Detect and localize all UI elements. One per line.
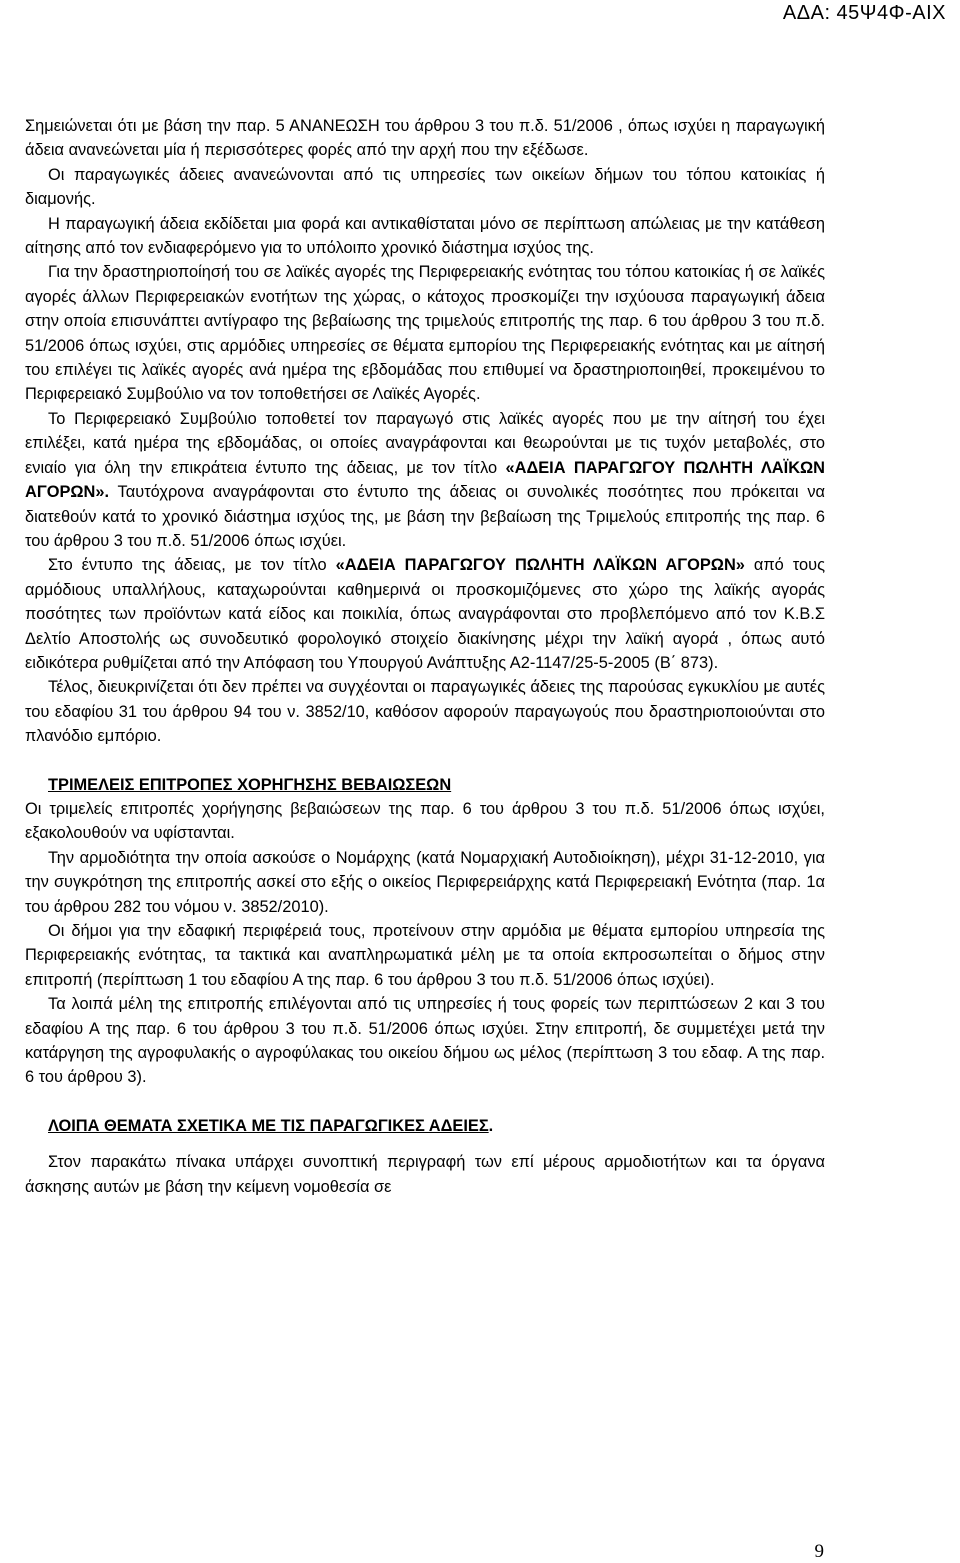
spacer-2 (25, 1090, 825, 1114)
paragraph-committees-municipalities: Οι δήμοι για την εδαφική περιφέρειά τους, προτείνουν στην αρμόδια με θέματα εμπορίου υπηρεσία της Περιφερειακής ενότητας, τα τακτικά και αναπληρωματικά μέλη με τα οποία εκπροσωπείται ο δήμος στην επιτροπή (περίπτωση 1 του εδαφίου Α της παρ. 6 του άρθρου 3 του π.δ. 51/2006 όπως ισχύει). (25, 922, 825, 989)
paragraph-regional-council-text-b: Ταυτόχρονα αναγράφονται στο έντυπο της άδειας οι συνολικές ποσότητες που πρόκειται να διατεθούν κατά το χρονικό διάστημα ισχύος της, με βάση την βεβαίωση της Τριμελούς επιτροπής της παρ. 6 του άρθρου 3 του π.δ. 51/2006 όπως ισχύει. (25, 483, 825, 550)
section-heading-other-text: ΛΟΙΠΑ ΘΕΜΑΤΑ ΣΧΕΤΙΚΑ ΜΕ ΤΙΣ ΠΑΡΑΓΩΓΙΚΕΣ ΑΔΕΙΕΣ (48, 1116, 489, 1135)
paragraph-committees-exist: Οι τριμελείς επιτροπές χορήγησης βεβαιώσεων της παρ. 6 του άρθρου 3 του π.δ. 51/2006 όπως ισχύει, εξακολουθούν να υφίστανται. (25, 799, 825, 843)
paragraph-table-intro: Στον παρακάτω πίνακα υπάρχει συνοπτική περιγραφή των επί μέρους αρμοδιοτήτων και τα όργανα άσκησης αυτών με βάση την κείμενη νομοθεσία σε (25, 1153, 825, 1196)
spacer-3 (25, 1138, 825, 1150)
paragraph-license-form (25, 553, 825, 675)
paragraph-committees-competence: Την αρμοδιότητα την οποία ασκούσε ο Νομάρχης (κατά Νομαρχιακή Αυτοδιοίκηση), μέχρι 31-12-2010, για την συγκρότηση της επιτροπής ασκεί στο εξής ο οικείος Περιφερειάρχης κατά Περιφερειακή Ενότητα (παρ. 1α του άρθρου 282 του νόμου ν. 3852/2010). (25, 848, 825, 916)
paragraph-activation: Για την δραστηριοποίησή του σε λαϊκές αγορές της Περιφερειακής ενότητας του τόπου κατοικίας ή σε λαϊκές αγορές άλλων Περιφερειακών ενοτήτων της χώρας, ο κάτοχος προσκομίζει την ισχύουσα παραγωγική άδεια στην οποία επισυνάπτει αντίγραφο της βεβαίωσης της τριμελούς επιτροπής της παρ. 6 του άρθρου 3 του π.δ. 51/2006 όπως ισχύει, στις αρμόδιες υπηρεσίες σε θέματα εμπορίου της Περιφερειακής ενότητας και με αίτησή του επιλέγει τις λαϊκές αγορές ανά ημέρα της εβδομάδας που επιθυμεί να δραστηριοποιηθεί, προκειμένου το Περιφερειακό Συμβούλιο να τον τοποθετήσει σε Λαϊκές Αγορές. (25, 263, 825, 404)
section-heading-other (25, 1114, 825, 1138)
paragraph-license-issue: Η παραγωγική άδεια εκδίδεται μια φορά και αντικαθίσταται μόνο σε περίπτωση απώλειας με την κατάθεση αίτησης από τον ενδιαφερόμενο για το υπόλοιπο χρονικό διάστημα ισχύος της. (25, 214, 825, 258)
section-heading-committees: ΤΡΙΜΕΛΕΙΣ ΕΠΙΤΡΟΠΕΣ ΧΟΡΗΓΗΣΗΣ ΒΕΒΑΙΩΣΕΩΝ (48, 775, 452, 794)
paragraph-regional-council-text-a: Το Περιφερειακό Συμβούλιο τοποθετεί τον παραγωγό στις λαϊκές αγορές που με την αίτησή του έχει επιλέξει, κατά ημέρα της εβδομάδας, οι οποίες αναγράφονται και θεωρούνται με τις τυχόν μεταβολές, στο ενιαίο για όλη την επικράτεια έντυπο της άδειας, με τον τίτλο (25, 409, 825, 477)
paragraph-license-form-text-b: από τους αρμόδιους υπαλλήλους, καταχωρούνται καθημερινά οι προσκομιζόμενες στο χώρο της λαϊκής αγοράς ποσότητες των προϊόντων κατά είδος και ποικιλία, όπως αναγράφονται στο προβλεπόμενο από τον Κ.Β.Σ Δελτίο Αποστολής ως συνοδευτικό φορολογικό στοιχείο διακίνησης μέχρι την λαϊκή αγορά , όπως αυτό ειδικότερα ρυθμίζεται από την Απόφαση του Υπουργού Ανάπτυξης Α2-1147/25-5-2005 (Β΄ 873). (25, 556, 825, 672)
spacer (25, 749, 825, 773)
ada-code-header: ΑΔΑ: 45Ψ4Φ-ΑΙΧ (782, 2, 946, 24)
page-number: 9 (814, 1541, 824, 1562)
license-title-bold: «ΑΔΕΙΑ ΠΑΡΑΓΩΓΟΥ ΠΩΛΗΤΗ ΛΑΪΚΩΝ ΑΓΟΡΩΝ». (25, 458, 826, 502)
license-title-bold-2: «ΑΔΕΙΑ ΠΑΡΑΓΩΓΟΥ ΠΩΛΗΤΗ ΛΑΪΚΩΝ ΑΓΟΡΩΝ» (335, 556, 745, 575)
paragraph-renewal-note: Σημειώνεται ότι με βάση την παρ. 5 ΑΝΑΝΕΩΣΗ του άρθρου 3 του π.δ. 51/2006 , όπως ισχύει η παραγωγική άδεια ανανεώνεται μία ή περισσότερες φορές από την αρχή που την εξέδωσε. (25, 117, 825, 160)
paragraph-regional-council (25, 407, 825, 553)
document-body (25, 114, 825, 1199)
paragraph-clarification: Τέλος, διευκρινίζεται ότι δεν πρέπει να συγχέονται οι παραγωγικές άδειες της παρούσας εγκυκλίου με αυτές του εδαφίου 31 του άρθρου 94 του ν. 3852/10, καθόσον αφορούν παραγωγούς που δραστηριοποιούνται στο πλανόδιο εμπόριο. (25, 678, 825, 746)
paragraph-committees-members: Τα λοιπά μέλη της επιτροπής επιλέγονται από τις υπηρεσίες ή τους φορείς των περιπτώσεων 2 και 3 του εδαφίου Α της παρ. 6 του άρθρου 3 του π.δ. 51/2006 όπως ισχύει. Στην επιτροπή, δε συμμετέχει μετά την κατάργηση της αγροφυλακής ο αγροφύλακας του οικείου δήμου ως μέλος (περίπτωση 3 του εδαφ. Α της παρ. 6 του άρθρου 3). (25, 995, 825, 1087)
paragraph-license-form-text-a: Στο έντυπο της άδειας, με τον τίτλο (48, 556, 336, 575)
paragraph-renewal-authority: Οι παραγωγικές άδειες ανανεώνονται από τις υπηρεσίες των οικείων δήμων του τόπου κατοικίας ή διαμονής. (25, 165, 825, 209)
section-heading-other-tail: . (488, 1116, 494, 1135)
